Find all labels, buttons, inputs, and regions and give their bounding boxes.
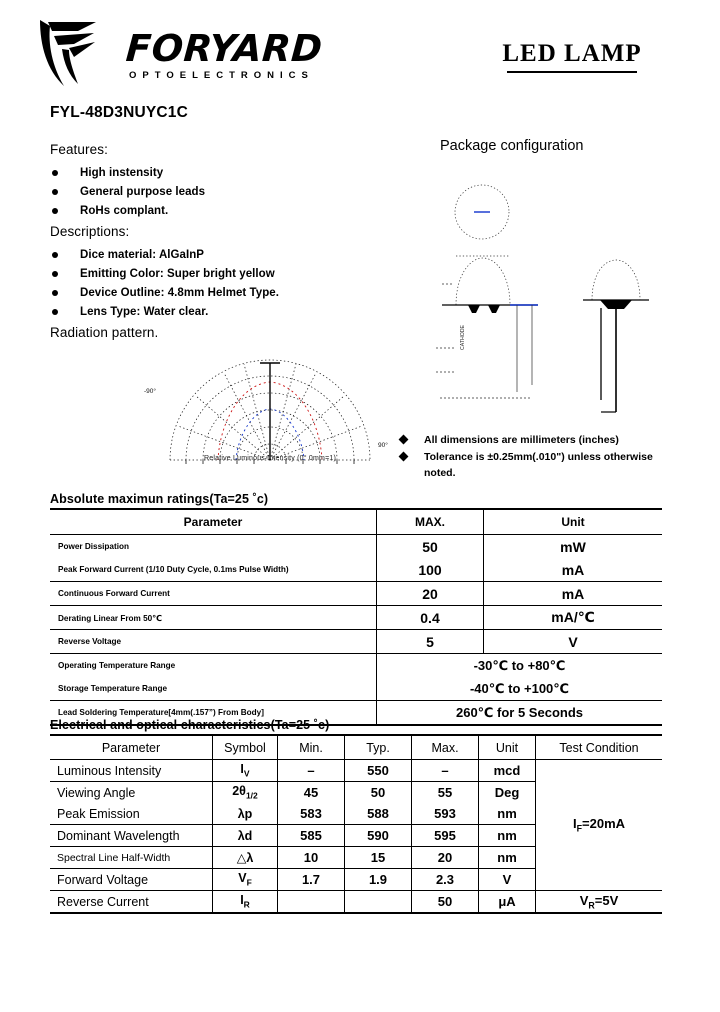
document-type-title: [458, 40, 686, 73]
cell-typ: 15: [345, 847, 412, 869]
cell-min: 45: [278, 782, 345, 804]
bullet-icon: [52, 189, 58, 195]
cell-max: 20: [412, 847, 479, 869]
cell-min: 10: [278, 847, 345, 869]
cell-parameter: Viewing Angle: [57, 785, 136, 800]
cell-parameter: Reverse Voltage: [50, 630, 377, 654]
bullet-icon: [52, 271, 58, 277]
electrical-optical-title: Electrical and optical characteristics(Ta=25 ˚c): [50, 718, 330, 732]
cell-test-condition: $V_R=5V$: [536, 891, 663, 914]
cell-parameter: Operating Temperature Range: [58, 661, 176, 670]
absolute-max-ratings-section: [50, 492, 662, 726]
cell-value: -30℃ to +80℃: [377, 654, 663, 678]
list-item-label: General purpose leads: [80, 186, 206, 198]
table-row: [50, 760, 662, 782]
cell-parameter: Power Dissipation: [58, 542, 129, 551]
features-heading: Features:: [50, 142, 108, 157]
cell-unit: μA: [479, 891, 536, 914]
list-item-label: RoHs complant.: [80, 205, 169, 217]
cell-symbol: $V_F$: [213, 869, 278, 891]
column-header-test-condition: Test Condition: [536, 735, 663, 760]
list-item-label: Lens Type: Water clear.: [80, 306, 209, 318]
cell-unit: V: [484, 630, 663, 654]
column-header-min: Min.: [278, 735, 345, 760]
column-header-max: Max.: [412, 735, 479, 760]
cell-typ: 50: [345, 782, 412, 804]
cell-max: 100: [377, 558, 484, 582]
radiation-pattern-caption: Relative Luminous Intensity (0° 0mm=1): [204, 455, 336, 462]
cell-symbol: λd: [213, 825, 278, 847]
cell-min: 583: [278, 803, 345, 825]
list-item: [50, 164, 390, 183]
cell-unit: mcd: [479, 760, 536, 782]
electrical-optical-section: [50, 718, 662, 914]
bullet-icon: [52, 309, 58, 315]
cell-symbol: λp: [213, 803, 278, 825]
cell-min: –: [278, 760, 345, 782]
cell-unit: mA/℃: [484, 606, 663, 630]
cell-max: 55: [412, 782, 479, 804]
cell-max: –: [412, 760, 479, 782]
cell-parameter: Storage Temperature Range: [50, 677, 377, 701]
list-item: [50, 265, 390, 284]
cell-parameter: Reverse Current: [50, 891, 213, 914]
radiation-left-angle-tick: -90°: [144, 388, 156, 395]
document-type-underline: [507, 71, 637, 73]
cell-parameter: Peak Emission: [50, 803, 213, 825]
column-header-typ: Typ.: [345, 735, 412, 760]
column-header-unit: Unit: [479, 735, 536, 760]
cell-value: -40℃ to +100℃: [377, 677, 663, 701]
list-item: [50, 246, 390, 265]
cell-typ: 590: [345, 825, 412, 847]
table-row: [50, 677, 662, 701]
table-row: [50, 535, 662, 559]
cell-unit: mA: [484, 582, 663, 606]
table-row: [50, 891, 662, 914]
list-item: [396, 432, 672, 449]
cell-max: 2.3: [412, 869, 479, 891]
list-item: [50, 303, 390, 322]
features-list: [50, 164, 390, 221]
cell-max: 5: [377, 630, 484, 654]
cell-symbol: $2\theta_{1/2}$: [213, 782, 278, 804]
column-header-symbol: Symbol: [213, 735, 278, 760]
document-type-label: LED LAMP: [502, 40, 642, 67]
cell-parameter: Peak Forward Current (1/10 Duty Cycle, 0.1ms Pulse Width): [50, 558, 377, 582]
bullet-icon: [52, 208, 58, 214]
brand-tagline: OPTOELECTRONICS: [129, 70, 314, 81]
list-item: [50, 284, 390, 303]
cell-value: 260℃ for 5 Seconds: [377, 701, 663, 726]
cell-unit: nm: [479, 847, 536, 869]
cell-max: 20: [377, 582, 484, 606]
cell-typ: [345, 891, 412, 914]
diamond-bullet-icon: [399, 451, 409, 461]
cell-parameter: Luminous Intensity: [50, 760, 213, 782]
list-item-label: High instensity: [80, 167, 164, 179]
descriptions-heading: Descriptions:: [50, 224, 130, 239]
cell-max: 595: [412, 825, 479, 847]
bullet-icon: [52, 252, 58, 258]
descriptions-list: [50, 246, 390, 322]
radiation-right-angle-tick: 90°: [378, 442, 388, 449]
cell-max: 50: [412, 891, 479, 914]
column-header-parameter: Parameter: [50, 735, 213, 760]
cell-parameter: Spectral Line Half-Width: [50, 847, 213, 869]
brand-name: FORYARD: [124, 27, 324, 70]
bullet-icon: [52, 290, 58, 296]
column-header-max: MAX.: [377, 509, 484, 535]
absolute-max-ratings-table: [50, 508, 662, 726]
cell-symbol: △λ: [213, 847, 278, 869]
list-item: [396, 449, 672, 482]
package-configuration-heading: Package configuration: [440, 138, 584, 154]
diamond-bullet-icon: [399, 435, 409, 445]
cell-max: 593: [412, 803, 479, 825]
cell-unit: mW: [484, 535, 663, 559]
package-notes: [396, 432, 672, 482]
cell-typ: 1.9: [345, 869, 412, 891]
list-item-label: Dice material: AlGaInP: [80, 249, 205, 261]
list-item: [50, 202, 390, 221]
table-row: [50, 606, 662, 630]
cell-unit: nm: [479, 803, 536, 825]
bullet-icon: [52, 170, 58, 176]
package-cathode-label: CATHODE: [460, 325, 466, 350]
table-row: [50, 582, 662, 606]
cell-parameter: Forward Voltage: [50, 869, 213, 891]
cell-parameter: Continuous Forward Current: [50, 582, 377, 606]
table-row: [50, 558, 662, 582]
cell-test-condition: $I_F=20mA$: [536, 760, 663, 891]
cell-unit: nm: [479, 825, 536, 847]
absolute-max-ratings-title: Absolute maximun ratings(Ta=25 ˚c): [50, 492, 269, 506]
cell-symbol: $I_R$: [213, 891, 278, 914]
brand-lockup: [124, 27, 324, 81]
cell-unit: V: [479, 869, 536, 891]
list-item-label: Device Outline: 4.8mm Helmet Type.: [80, 287, 279, 299]
cell-max: 50: [377, 535, 484, 559]
foryard-logo-icon: [38, 18, 100, 88]
table-row: [50, 654, 662, 678]
page-header: [38, 14, 686, 94]
column-header-parameter: Parameter: [50, 509, 377, 535]
cell-unit: Deg: [479, 782, 536, 804]
cell-parameter: Dominant Wavelength: [50, 825, 213, 847]
list-item-label: Tolerance is ±0.25mm(.010") unless otherwise noted.: [424, 450, 653, 479]
cell-min: 585: [278, 825, 345, 847]
cell-symbol: $I_V$: [213, 760, 278, 782]
list-item: [50, 183, 390, 202]
cell-typ: 550: [345, 760, 412, 782]
cell-min: 1.7: [278, 869, 345, 891]
cell-max: 0.4: [377, 606, 484, 630]
radiation-pattern-heading: Radiation pattern.: [50, 325, 159, 340]
cell-unit: mA: [484, 558, 663, 582]
table-header-row: [50, 509, 662, 535]
left-content-column: [50, 142, 390, 347]
cell-parameter: Derating Linear From 50℃: [50, 606, 377, 630]
list-item-label: All dimensions are millimeters (inches): [424, 434, 619, 446]
part-number: FYL-48D3NUYC1C: [50, 104, 189, 121]
cell-parameter: Lead Soldering Temperature[4mm(.157”) From Body]: [50, 701, 377, 726]
column-header-unit: Unit: [484, 509, 663, 535]
table-header-row: [50, 735, 662, 760]
electrical-optical-table: [50, 734, 662, 914]
list-item-label: Emitting Color: Super bright yellow: [80, 268, 275, 280]
cell-min: [278, 891, 345, 914]
package-drawing-figure: [420, 180, 670, 430]
cell-typ: 588: [345, 803, 412, 825]
table-row: [50, 630, 662, 654]
